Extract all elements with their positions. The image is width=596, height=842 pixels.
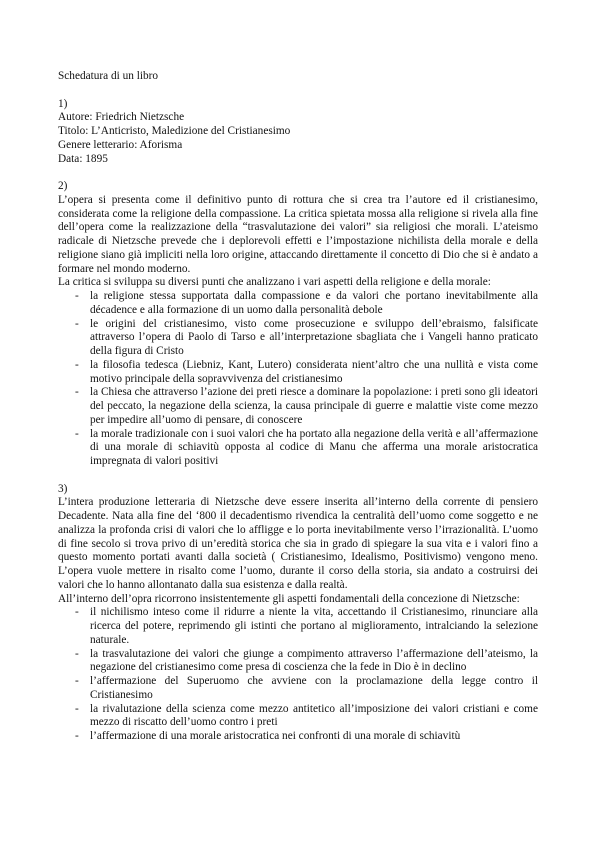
section-2-intro: La critica si sviluppa su diversi punti che analizzano i vari aspetti della religione e della morale: — [58, 276, 491, 289]
list-item-text: la trasvalutazione dei valori che giunge a compimento attraverso l’affermazione dell’ateismo, la negazione del cristianesimo come presa di coscienza che la fede in Dio è in declino — [90, 647, 538, 674]
dash-bullet: - — [75, 730, 79, 742]
dash-bullet: - — [75, 647, 79, 660]
section-3-list — [58, 606, 538, 744]
document-page — [58, 70, 538, 744]
section-3-number: 3) — [58, 482, 68, 495]
dash-bullet: - — [75, 606, 79, 619]
genre-line: Genere letterario: Aforisma — [58, 138, 183, 151]
list-item — [58, 703, 538, 731]
spacer — [58, 469, 538, 483]
section-3-intro: All’interno dell’opra ricorrono insistentemente gli aspetti fondamentali della concezione di Nietzsche: — [58, 592, 520, 605]
spacer — [58, 84, 538, 98]
dash-bullet: - — [75, 427, 79, 440]
dash-bullet: - — [75, 386, 79, 399]
dash-bullet: - — [75, 675, 79, 687]
section-3-paragraph: L’intera produzione letteraria di Nietzsche deve essere inserita all’interno della corrente di pensiero Decadente. Nata alla fine del ‘800 il decadentismo rivendica la centralità dell’uomo come soggetto e ne analizza la profonda crisi di valori che lo affligge e lo porta inevitabilmente verso l’irrazionalità. L’uomo di fine secolo si trova privo di un’eredità storica che sia in grado di spiegare la sua vita e i valori fino a questo momento portati avanti dalla società ( Cristianesimo, Idealismo, Positivismo) vengono meno. L’opera vuole mettere in risalto come l’uomo, durante il corso della storia, sia andato a costruirsi dei valori che lo hanno allontanato dalla sua esistenza e dalla realtà. — [58, 496, 538, 591]
author-line: Autore: Friedrich Nietzsche — [58, 111, 185, 124]
list-item — [58, 386, 538, 427]
dash-bullet: - — [75, 290, 79, 302]
list-item-text: l’affermazione del Superuomo che avviene con la proclamazione della legge contro il Cristianesimo — [90, 675, 538, 701]
list-item — [58, 318, 538, 359]
list-item-text: la rivalutazione della scienza come mezzo antitetico all’imposizione dei valori cristiani e come mezzo di riscatto dell’uomo contro i preti — [90, 702, 538, 729]
list-item — [58, 359, 538, 387]
document-title: Schedatura di un libro — [58, 70, 159, 82]
section-2-list — [58, 290, 538, 469]
section-2-number: 2) — [58, 180, 68, 192]
dash-bullet: - — [75, 358, 79, 371]
list-item — [58, 730, 538, 744]
list-item — [58, 675, 538, 703]
list-item-text: il nichilismo inteso come il ridurre a niente la vita, accettando il Cristianesimo, rinunciare alla ricerca del potere, reprimendo gli istinti che portano al miglioramento, intralciando la selezione naturale. — [90, 606, 538, 646]
list-item — [58, 606, 538, 647]
list-item-text: la Chiesa che attraverso l’azione dei preti riesce a dominare la popolazione: i preti sono gli ideatori del peccato, la negazione della scienza, la causa principale di guerre e malattie viste come mezzo per impedire all’uomo di pensare, di conoscere — [90, 386, 538, 426]
list-item — [58, 428, 538, 469]
section-1-number: 1) — [58, 97, 68, 110]
list-item-text: la filosofia tedesca (Liebniz, Kant, Lutero) considerata nient’altro che una nullità e vista come motivo principale della sopravvivenza del cristianesimo — [90, 358, 538, 385]
dash-bullet: - — [75, 702, 79, 715]
list-item-text: la religione stessa supportata dalla compassione e da valori che portano inevitabilmente alla décadence e alla formazione di un uomo dalla personalità debole — [90, 290, 538, 316]
title-line: Titolo: L’Anticristo, Maledizione del Cristianesimo — [58, 125, 291, 137]
list-item — [58, 290, 538, 318]
spacer — [58, 166, 538, 180]
list-item-text: le origini del cristianesimo, visto come prosecuzione e sviluppo dell’ebraismo, falsificate attraverso l’opera di Paolo di Tarso e all’interpretazione sbagliata che i Vangeli hanno praticato della figura di Cristo — [90, 317, 538, 357]
date-line: Data: 1895 — [58, 152, 108, 165]
list-item — [58, 648, 538, 676]
dash-bullet: - — [75, 317, 79, 330]
list-item-text: l’affermazione di una morale aristocratica nei confronti di una morale di schiavitù — [90, 730, 461, 742]
list-item-text: la morale tradizionale con i suoi valori che ha portato alla negazione della verità e all’affermazione di una morale di schiavitù opposta al codice di Manu che afferma una morale aristocratica impregnata di valori positivi — [90, 427, 538, 467]
section-2-paragraph: L’opera si presenta come il definitivo punto di rottura che si crea tra l’autore ed il cristianesimo, considerata come la religione della compassione. La critica spietata mossa alla religione si rivela alla fine dell’opera come la realizzazione della “trasvalutazione dei valori” sia religiosi che morali. L’ateismo radicale di Nietzsche prevede che i deplorevoli effetti e l’impostazione nichilista della morale e della religione siano già impliciti nella loro origine, attaccando direttamente il concetto di Dio che si è andato a formare nel mondo moderno. — [58, 193, 538, 275]
